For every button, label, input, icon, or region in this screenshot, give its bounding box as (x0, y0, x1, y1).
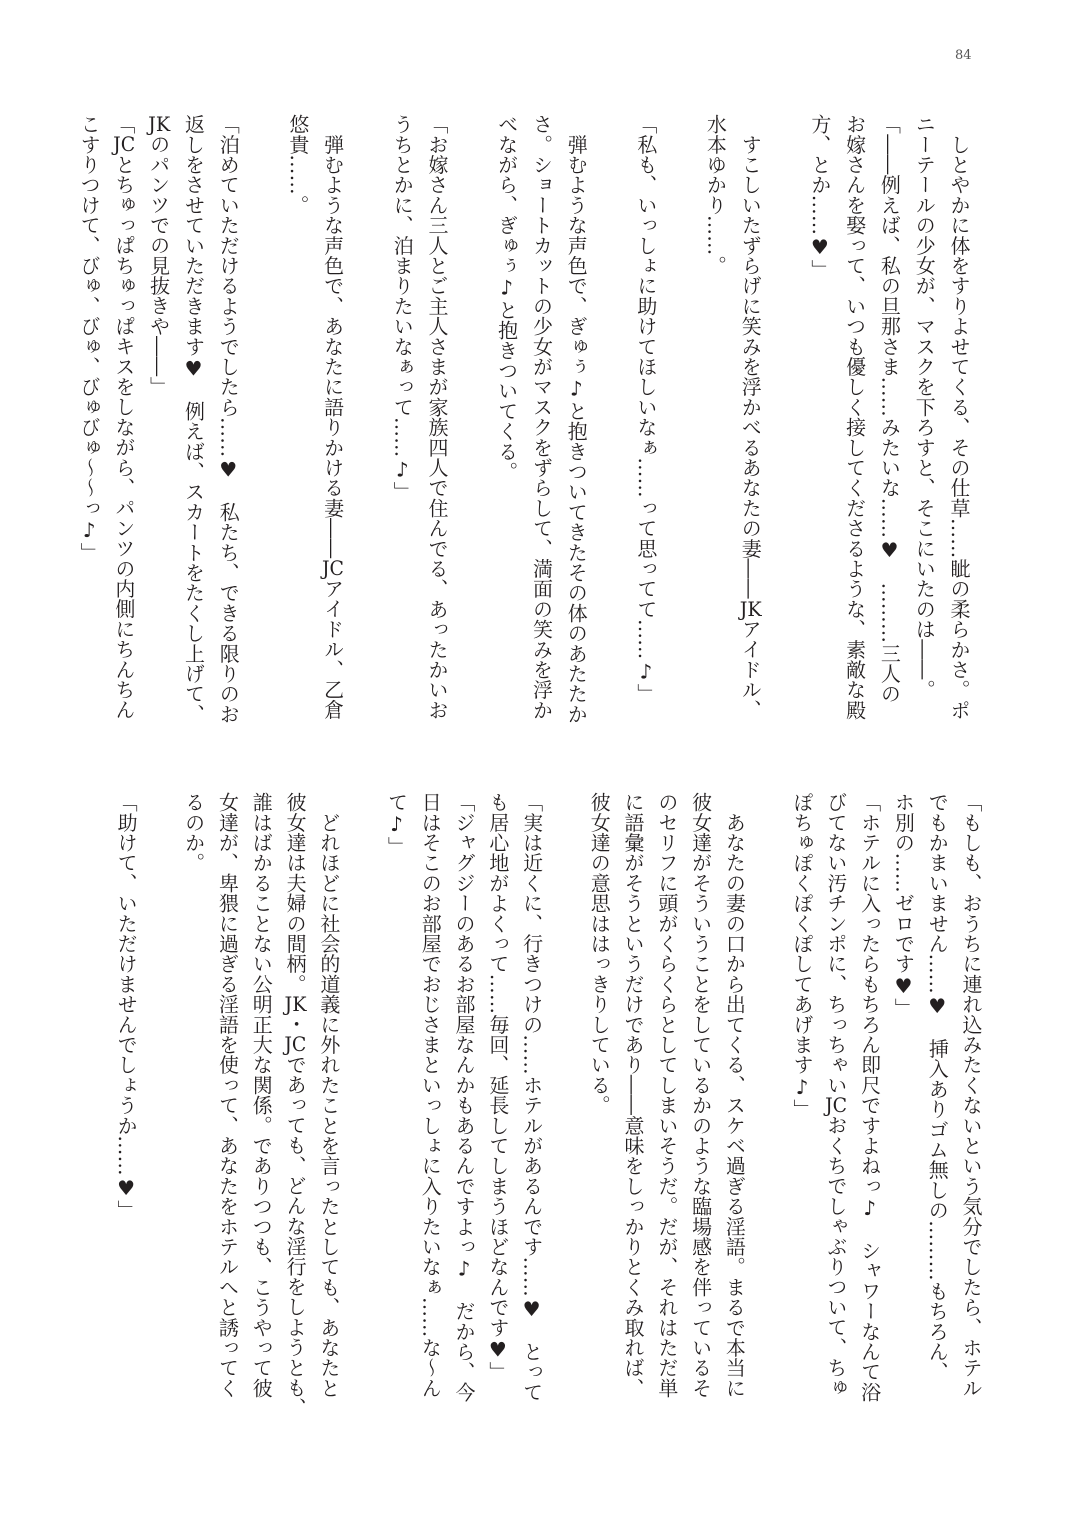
text-line (350, 114, 385, 724)
text-line (593, 114, 628, 724)
text-line: 返しをさせていただきます♥ 例えば、スカートをたくし上げて、 (181, 114, 206, 724)
text-line: 彼女達は夫婦の間柄。JK・JCであっても、どんな淫行をしようとも、 (283, 792, 308, 1418)
text-line: ホ別の……ゼロです♥」 (891, 792, 916, 1019)
text-line: 「JCとちゅっぱちゅっぱキスをしながら、パンツの内側にちんちん (111, 114, 136, 720)
text-line: すこしいたずらげに笑みを浮かべるあなたの妻――JKアイドル、 (738, 114, 763, 720)
text-block-bottom (108, 792, 987, 1418)
text-line: 弾むような声色で、あなたに語りかける妻――JCアイドル、乙倉 (320, 114, 345, 720)
text-line: 彼女達の意思ははっきりしている。 (587, 792, 612, 1116)
text-line: しとやかに体をすりよせてくる、その仕草……眦の柔らかさ。ポ (947, 114, 971, 720)
text-line: 「私も、いっしょに助けてほしいなぁ……って思ってて……♪」 (633, 114, 658, 704)
text-line: 弾むような声色で、ぎゅぅ♪と抱きついてきたその体のあたたか (564, 114, 589, 724)
text-line (663, 114, 698, 724)
text-line: あなたの妻の口から出てくる、スケベ過ぎる淫語。まるで本当に (722, 792, 747, 1398)
text-line: でもかまいません……♥ 挿入ありゴム無しの………もちろん、 (925, 792, 950, 1382)
text-line: 誰はばかることない公明正大な関係。でありつつも、こうやって彼 (249, 792, 274, 1398)
text-line: るのか。 (181, 792, 206, 873)
text-line: も居心地がよくって……毎回、延長してしまうほどなんです♥」 (485, 792, 510, 1382)
text-line: 「実は近くに、行きつけの……ホテルがあるんです……♥ とって (519, 792, 544, 1402)
text-line: て♪」 (384, 792, 409, 857)
text-line: ぽちゅぽくぽくぽしてあげます♪」 (790, 792, 815, 1120)
text-line (454, 114, 489, 724)
text-line: 悠貴……。 (285, 114, 310, 215)
text-line: 「泊めていただけるようでしたら……♥ 私たち、できる限りのお (216, 114, 241, 724)
text-line: お嫁さんを娶って、いつも優しく接してくださるような、素敵な殿 (842, 114, 867, 720)
text-line: 「もしも、おうちに連れ込みたくないという気分でしたら、ホテル (959, 792, 983, 1398)
text-line: 日はそこのお部屋でおじさまといっしょに入りたいなぁ……な～ん (418, 792, 443, 1398)
text-line: こすりつけて、びゅ、びゅ、びゅびゅ～～っ♪」 (77, 114, 102, 563)
text-line: うちとかに、泊まりたいなぁって……♪」 (390, 114, 415, 502)
text-line: に語彙がそうというだけであり――意味をしっかりとくみ取れば、 (621, 792, 646, 1398)
text-line: 女達が、卑猥に過ぎる淫語を使って、あなたをホテルへと誘ってく (215, 792, 240, 1398)
text-line: 「ホテルに入ったらもちろん即尺ですよねっ♪ シャワーなんて浴 (857, 792, 882, 1402)
text-line: 「助けて、いただけませんでしょうか……♥」 (114, 792, 139, 1221)
text-line (767, 114, 802, 724)
text-line: さ。ショートカットの少女がマスクをずらして、満面の笑みを浮か (529, 114, 554, 720)
text-line: 「お嫁さん三人とご主人さまが家族四人で住んでる、あったかいお (425, 114, 450, 720)
text-line: べながら、ぎゅぅ♪と抱きついてくる。 (494, 114, 519, 482)
text-line: 方、とか……♥」 (807, 114, 832, 280)
text-line (750, 792, 784, 1402)
text-line (345, 792, 379, 1402)
text-line: 「ジャグジーのあるお部屋なんかもあるんですよっ♪ だから、今 (452, 792, 477, 1402)
text-line: JKのパンツでの見抜きや――」 (146, 114, 171, 397)
text-line: 「――例えば、私の旦那さま……みたいな……♥ ………三人の (877, 114, 902, 704)
page-number: 84 (955, 48, 972, 63)
text-line: どれほどに社会的道義に外れたことを言ったとしても、あなたと (316, 792, 341, 1398)
text-line: のセリフに頭がくらくらとしてしまいそうだ。だが、それはただ単 (654, 792, 679, 1398)
text-line: 彼女達がそういうことをしているかのような臨場感を伴っているそ (688, 792, 713, 1398)
text-line (548, 792, 582, 1402)
text-line (142, 792, 176, 1402)
text-line: びてない汚チンポに、ちっちゃいJCおくちでしゃぶりついて、ちゅ (823, 792, 848, 1398)
text-line: ニーテールの少女が、マスクを下ろすと、そこにいたのは――。 (912, 114, 937, 700)
text-line (245, 114, 280, 724)
text-line: 水本ゆかり……。 (703, 114, 728, 276)
text-block-top (71, 114, 976, 724)
